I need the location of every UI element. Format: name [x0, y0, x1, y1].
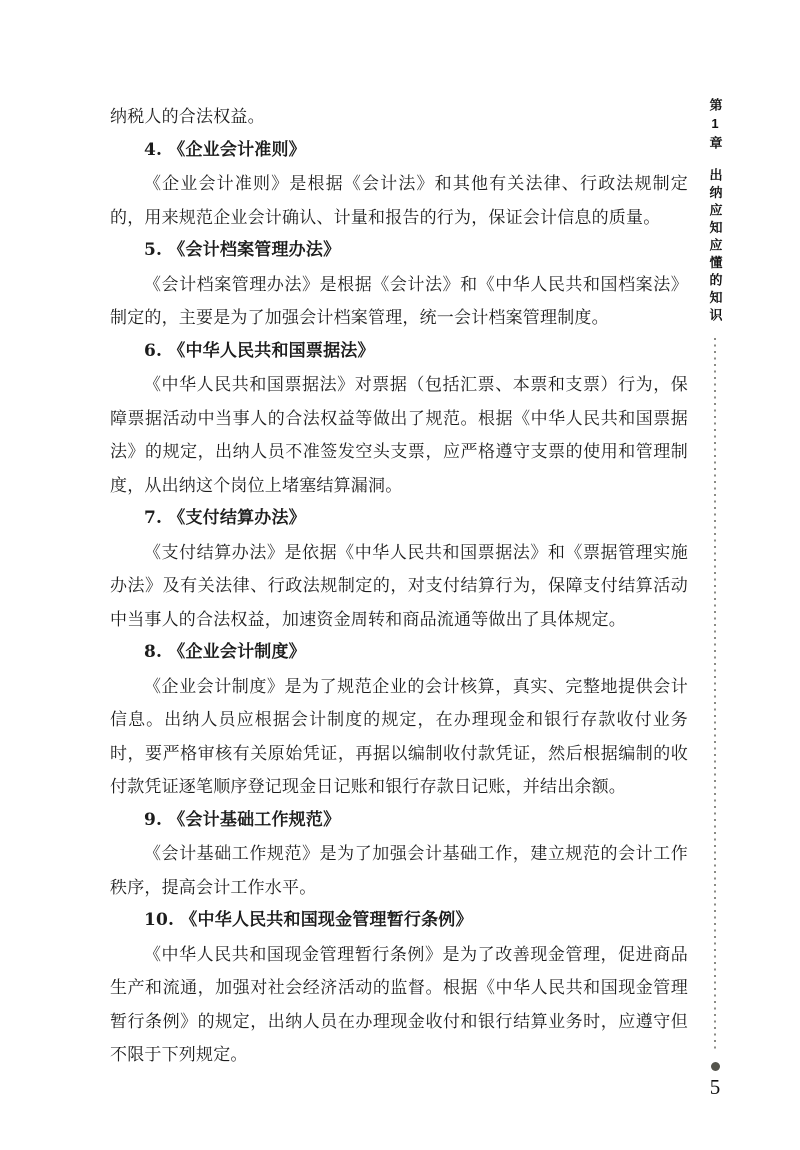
sidebar-end-dot-icon: [711, 1062, 720, 1071]
body-paragraph-4: 《企业会计准则》是根据《会计法》和其他有关法律、行政法规制定的，用来规范企业会计确认、计量和报告的行为，保证会计信息的质量。: [110, 174, 688, 227]
page-number: 5: [709, 1075, 721, 1099]
body-paragraph-6: 《中华人民共和国票据法》对票据（包括汇票、本票和支票）行为，保障票据活动中当事人的合法权益等做出了规范。根据《中华人民共和国票据法》的规定，出纳人员不准签发空头支票，应严格遵守支票的使用和管理制度，从出纳这个岗位上堵塞结算漏洞。: [110, 375, 688, 495]
section-heading-6: 6. 《中华人民共和国票据法》: [144, 340, 375, 361]
section-heading-10: 10. 《中华人民共和国现金管理暂行条例》: [144, 910, 473, 930]
body-paragraph-9: 《会计基础工作规范》是为了加强会计基础工作，建立规范的会计工作秩序，提高会计工作水平。: [110, 844, 688, 897]
page-body-text: [110, 100, 688, 1072]
section-heading-4: 4. 《企业会计准则》: [144, 139, 306, 160]
chapter-title-label: 出纳应知应懂的知识: [707, 168, 723, 326]
body-paragraph-5: 《会计档案管理办法》是根据《会计法》和《中华人民共和国档案法》制定的，主要是为了加强会计档案管理，统一会计档案管理制度。: [110, 274, 688, 327]
section-heading-7: 7. 《支付结算办法》: [144, 508, 306, 528]
body-paragraph-10: 《中华人民共和国现金管理暂行条例》是为了改善现金管理，促进商品生产和流通，加强对社会经济活动的监督。根据《中华人民共和国现金管理暂行条例》的规定，出纳人员在办理现金收付和银行结算业务时，应遵守但不限于下列规定。: [110, 944, 688, 1064]
sidebar-dotted-line: [714, 338, 716, 1053]
body-paragraph-8: 《企业会计制度》是为了规范企业的会计核算，真实、完整地提供会计信息。出纳人员应根据会计制度的规定，在办理现金和银行存款收付业务时，要严格审核有关原始凭证，再据以编制收付款凭证，然后根据编制的收付款凭证逐笔顺序登记现金日记账和银行存款日记账，并结出余额。: [110, 676, 688, 796]
section-heading-8: 8. 《企业会计制度》: [144, 642, 306, 662]
body-paragraph-7: 《支付结算办法》是依据《中华人民共和国票据法》和《票据管理实施办法》及有关法律、行政法规制定的，对支付结算行为，保障支付结算活动中当事人的合法权益，加速资金周转和商品流通等做出了具体规定。: [110, 542, 688, 629]
section-heading-5: 5. 《会计档案管理办法》: [144, 240, 341, 260]
section-heading-9: 9. 《会计基础工作规范》: [144, 809, 341, 830]
chapter-number-label: 第1章: [707, 98, 723, 154]
body-paragraph-continuation: 纳税人的合法权益。: [110, 107, 265, 126]
chapter-sidebar: [700, 98, 730, 1098]
